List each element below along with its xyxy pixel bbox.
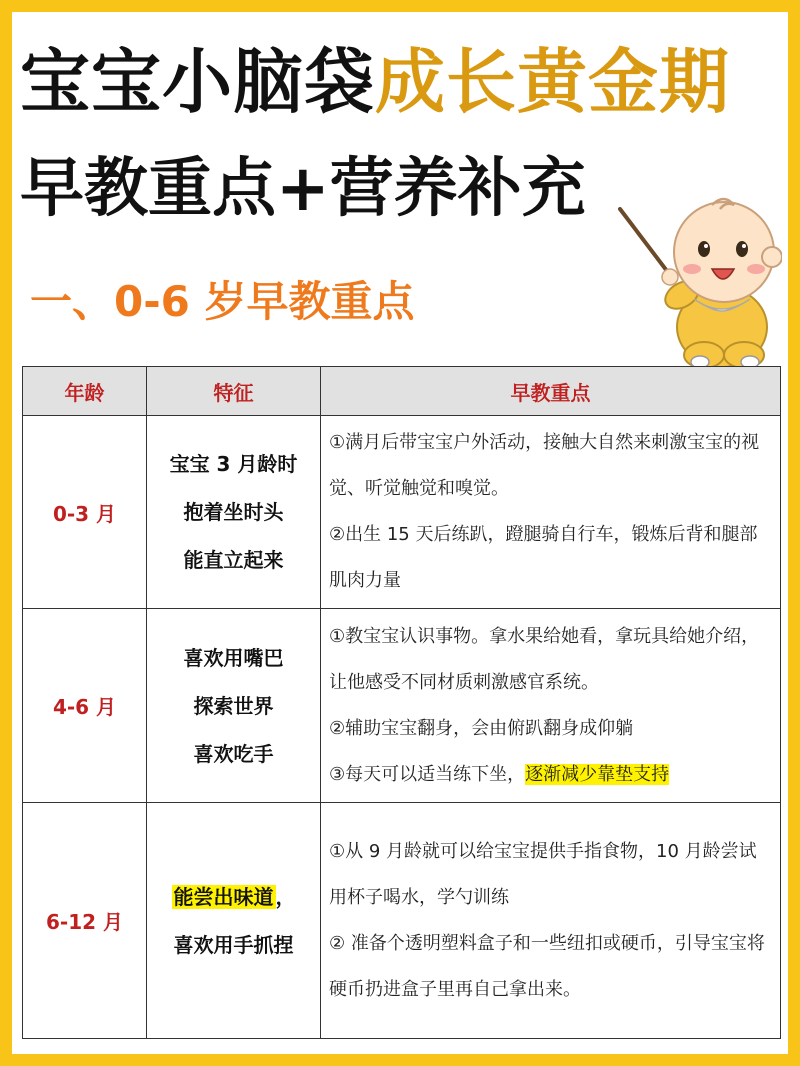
focus-item xyxy=(329,752,774,798)
feature-line: 喜欢吃手 xyxy=(193,741,274,766)
age-cell: 4-6 月 xyxy=(23,609,147,803)
feature-line: 探索世界 xyxy=(193,693,274,718)
age-cell: 6-12 月 xyxy=(23,803,147,1039)
header-age: 年龄 xyxy=(23,367,147,416)
baby-teacher-illustration xyxy=(612,187,782,372)
feature-line: 喜欢用嘴巴 xyxy=(183,645,284,670)
highlighted-feature: 能尝出味道 xyxy=(173,884,274,909)
highlighted-text: 逐渐减少靠垫支持 xyxy=(525,763,670,785)
features-cell xyxy=(147,803,321,1039)
feature-line: 喜欢用手抓捏 xyxy=(173,932,294,957)
title-part-gold: 成长黄金期 xyxy=(375,41,730,123)
table-header-row xyxy=(23,367,781,416)
focus-item: ①教宝宝认识事物。拿水果给她看，拿玩具给她介绍，让他感受不同材质刺激感官系统。 xyxy=(329,625,760,693)
feature-line: 宝宝 3 月龄时 xyxy=(169,452,298,476)
table-row xyxy=(23,609,781,803)
focus-item: ② 准备个透明塑料盒子和一些纽扣或硬币，引导宝宝将硬币扔进盒子里再自己拿出来。 xyxy=(329,932,765,1000)
features-cell xyxy=(147,416,321,609)
focus-item: ①从 9 月龄就可以给宝宝提供手指食物，10 月龄尝试用杯子喝水，学勺训练 xyxy=(329,840,757,908)
focus-text: ③每天可以适当练下坐， xyxy=(329,763,526,785)
feature-line: 抱着坐时头 xyxy=(183,500,284,524)
header-features: 特征 xyxy=(147,367,321,416)
focus-item: ②辅助宝宝翻身，会由俯趴翻身成仰躺 xyxy=(329,717,634,739)
focus-item: ②出生 15 天后练趴，蹬腿骑自行车，锻炼后背和腿部肌肉力量 xyxy=(329,524,758,591)
features-cell xyxy=(147,609,321,803)
age-cell: 0-3 月 xyxy=(23,416,147,609)
early-education-table xyxy=(22,366,781,1039)
focus-cell xyxy=(321,803,781,1039)
focus-item: ①满月后带宝宝户外活动，接触大自然来刺激宝宝的视觉、听觉触觉和嗅觉。 xyxy=(329,432,760,499)
table-row xyxy=(23,416,781,609)
title-part-black: 宝宝小脑袋 xyxy=(20,41,375,123)
table-row xyxy=(23,803,781,1039)
focus-cell xyxy=(321,416,781,609)
feature-suffix: ， xyxy=(275,884,296,909)
subtitle: 早教重点+营养补充 xyxy=(20,152,586,226)
feature-line xyxy=(148,873,319,921)
header-focus: 早教重点 xyxy=(321,367,781,416)
main-title xyxy=(20,42,730,122)
page xyxy=(12,12,788,1054)
section-title: 一、0-6 岁早教重点 xyxy=(30,277,415,326)
focus-cell xyxy=(321,609,781,803)
feature-line: 能直立起来 xyxy=(183,548,284,572)
